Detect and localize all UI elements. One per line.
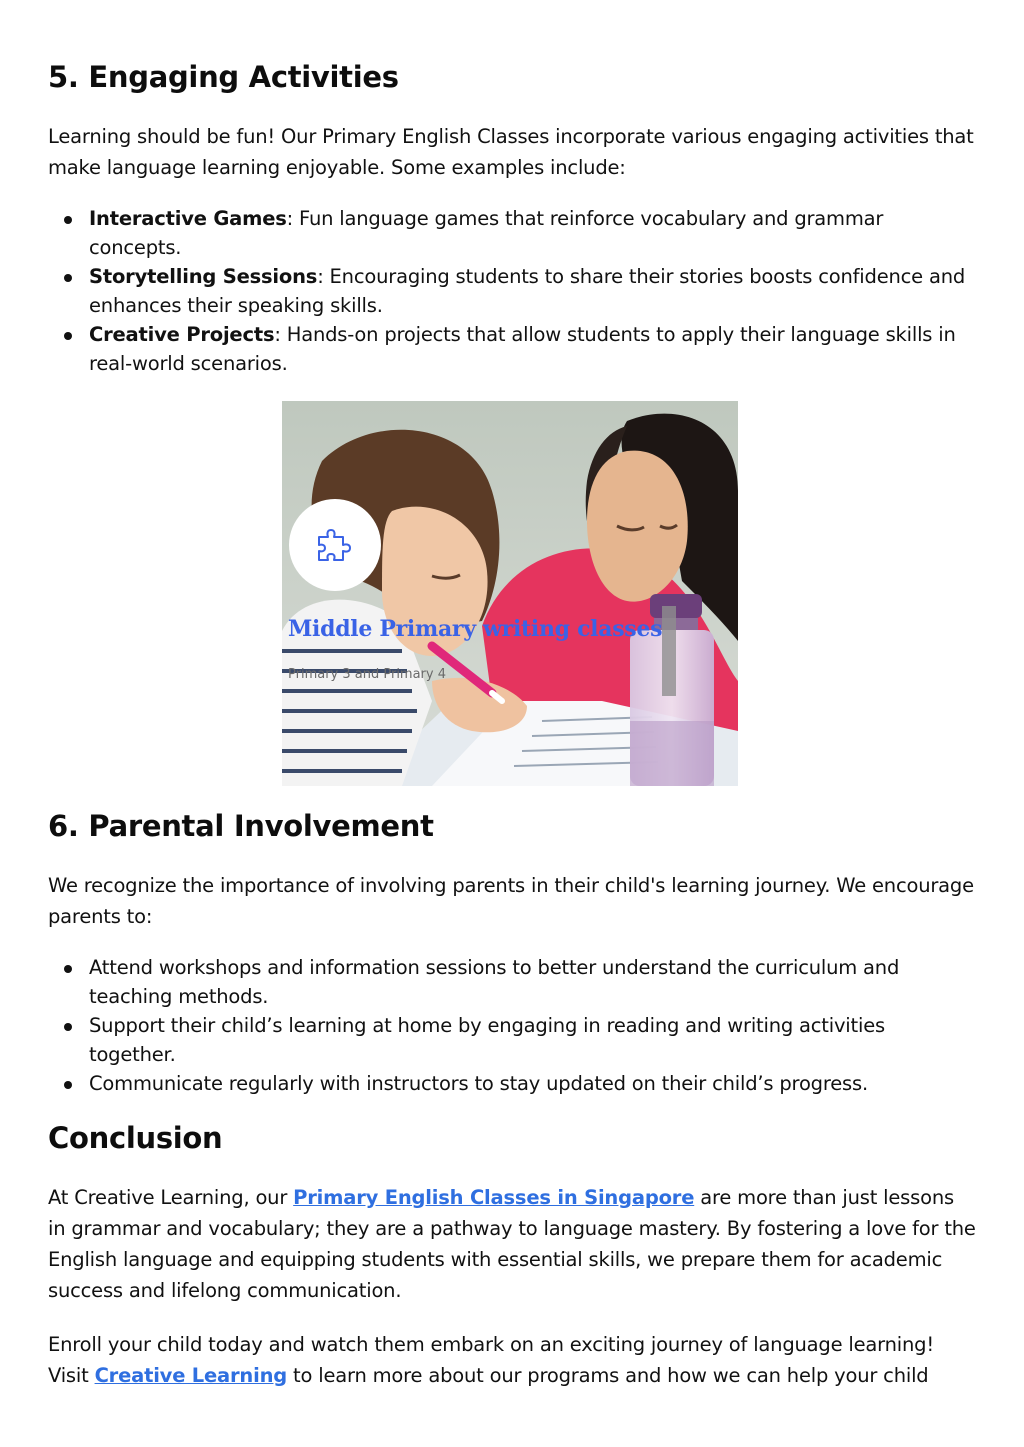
section-heading-conclusion: Conclusion: [48, 1121, 223, 1155]
list-item-support-learning: Support their child’s learning at home by engaging in reading and writing activities together.: [48, 1011, 976, 1069]
text-run: Enroll your child today and watch them embark on an exciting journey of language learning! Visit: [48, 1333, 934, 1387]
list-item-term: Interactive Games: [89, 207, 287, 230]
list-item-term: Storytelling Sessions: [89, 265, 318, 288]
parent-actions-list: [48, 953, 976, 1098]
list-item-storytelling-sessions: [48, 262, 976, 320]
list-item-desc: : Hands-on projects that allow students to apply their language skills in real-world scenarios.: [89, 323, 956, 375]
list-item-term: Creative Projects: [89, 323, 275, 346]
creative-learning-link[interactable]: Creative Learning: [94, 1364, 288, 1387]
list-item-desc: : Fun language games that reinforce vocabulary and grammar concepts.: [89, 207, 884, 259]
photo-illustration: [282, 401, 738, 786]
puzzle-piece-icon: [313, 523, 357, 567]
conclusion-paragraph-2: [48, 1329, 976, 1391]
text-run: to learn more about our programs and how we can help your child: [287, 1364, 929, 1387]
photo-overlay-title: Middle Primary writing classes: [288, 616, 663, 642]
activities-list: [48, 204, 976, 378]
class-photo: [282, 401, 738, 786]
list-item-communicate-regularly: Communicate regularly with instructors to stay updated on their child’s progress.: [48, 1069, 976, 1098]
list-item-attend-workshops: Attend workshops and information sessions to better understand the curriculum and teaching methods.: [48, 953, 976, 1011]
list-item-desc: : Encouraging students to share their stories boosts confidence and enhances their speaking skills.: [89, 265, 966, 317]
section-heading-engaging-activities: 5. Engaging Activities: [48, 60, 399, 94]
list-item-interactive-games: [48, 204, 976, 262]
text-run: are more than just lessons in grammar and vocabulary; they are a pathway to language mastery. By fostering a love for the English language and equipping students with essential skills, we prepare them for academic success and lifelong communication.: [48, 1186, 976, 1302]
photo-overlay-subtitle: Primary 3 and Primary 4: [288, 667, 446, 682]
text-run: At Creative Learning, our: [48, 1186, 294, 1209]
section-intro-engaging-activities: Learning should be fun! Our Primary English Classes incorporate various engaging activities that make language learning enjoyable. Some examples include:: [48, 125, 974, 179]
section-heading-parental-involvement: 6. Parental Involvement: [48, 809, 434, 843]
primary-english-classes-link[interactable]: Primary English Classes in Singapore: [293, 1186, 695, 1209]
list-item-creative-projects: [48, 320, 976, 378]
puzzle-badge: [289, 499, 381, 591]
section-intro-parental-involvement: We recognize the importance of involving parents in their child's learning journey. We encourage parents to:: [48, 874, 974, 928]
conclusion-paragraph-1: [48, 1182, 976, 1306]
